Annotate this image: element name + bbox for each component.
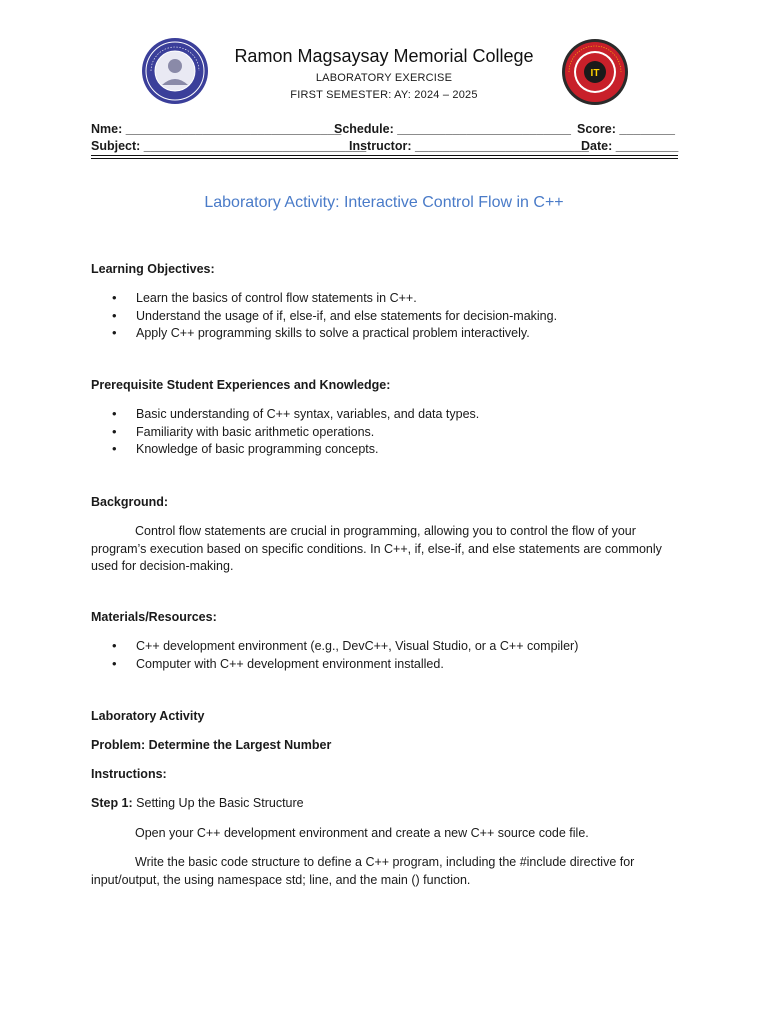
instructions-heading: Instructions: bbox=[91, 767, 167, 781]
objectives-list bbox=[112, 291, 557, 344]
header-divider bbox=[91, 155, 678, 156]
name-field[interactable]: Nme: _______________________________ bbox=[91, 122, 342, 136]
activity-heading: Laboratory Activity bbox=[91, 709, 205, 723]
college-seal-logo bbox=[141, 37, 209, 105]
instructor-field[interactable]: Instructor: _________________________ bbox=[349, 139, 589, 153]
step1-label: Step 1: bbox=[91, 796, 133, 810]
objectives-heading: Learning Objectives: bbox=[91, 262, 215, 276]
background-heading: Background: bbox=[91, 495, 169, 509]
department-seal-mark: IT bbox=[590, 68, 600, 79]
score-field[interactable]: Score: ________ bbox=[577, 122, 675, 136]
department-seal-logo bbox=[561, 38, 629, 106]
step1-title: Setting Up the Basic Structure bbox=[132, 796, 304, 810]
prerequisites-list bbox=[112, 407, 479, 460]
problem-statement: Problem: Determine the Largest Number bbox=[91, 738, 332, 752]
schedule-field[interactable]: Schedule: _________________________ bbox=[334, 122, 572, 136]
header-divider-double bbox=[91, 158, 678, 159]
prerequisites-heading: Prerequisite Student Experiences and Knowledge: bbox=[91, 378, 391, 392]
list-item: • Basic understanding of C++ syntax, variables, and data types. bbox=[112, 407, 479, 425]
subject-field[interactable]: Subject: ________________________________ bbox=[91, 139, 367, 153]
step1-line bbox=[91, 796, 304, 810]
exercise-label: LABORATORY EXERCISE bbox=[315, 72, 453, 84]
list-item: • Knowledge of basic programming concepts. bbox=[112, 442, 479, 460]
materials-list bbox=[112, 639, 578, 674]
materials-heading: Materials/Resources: bbox=[91, 610, 217, 624]
list-item: • Apply C++ programming skills to solve a practical problem interactively. bbox=[112, 326, 557, 344]
step1-paragraph-2: Write the basic code structure to define a C++ program, including the #include directive for input/output, the using namespace std; line, and the main () function. bbox=[91, 855, 635, 887]
list-item: • Computer with C++ development environment installed. bbox=[112, 657, 578, 675]
background-paragraph: Control flow statements are crucial in programming, allowing you to control the flow of your program’s execution based on specific conditions. In C++, if, else-if, and else statements are commonly used for decision-making. bbox=[91, 524, 662, 573]
college-name: Ramon Magsaysay Memorial College bbox=[234, 46, 534, 66]
document-title: Laboratory Activity: Interactive Control Flow in C++ bbox=[204, 194, 564, 211]
semester-label: FIRST SEMESTER: AY: 2024 – 2025 bbox=[290, 89, 478, 101]
list-item: • Familiarity with basic arithmetic operations. bbox=[112, 425, 479, 443]
step1-paragraph-1: Open your C++ development environment and create a new C++ source code file. bbox=[135, 826, 589, 840]
date-field[interactable]: Date: _________ bbox=[581, 139, 679, 153]
list-item: • C++ development environment (e.g., DevC++, Visual Studio, or a C++ compiler) bbox=[112, 639, 578, 657]
list-item: • Understand the usage of if, else-if, and else statements for decision-making. bbox=[112, 309, 557, 327]
list-item: • Learn the basics of control flow statements in C++. bbox=[112, 291, 557, 309]
